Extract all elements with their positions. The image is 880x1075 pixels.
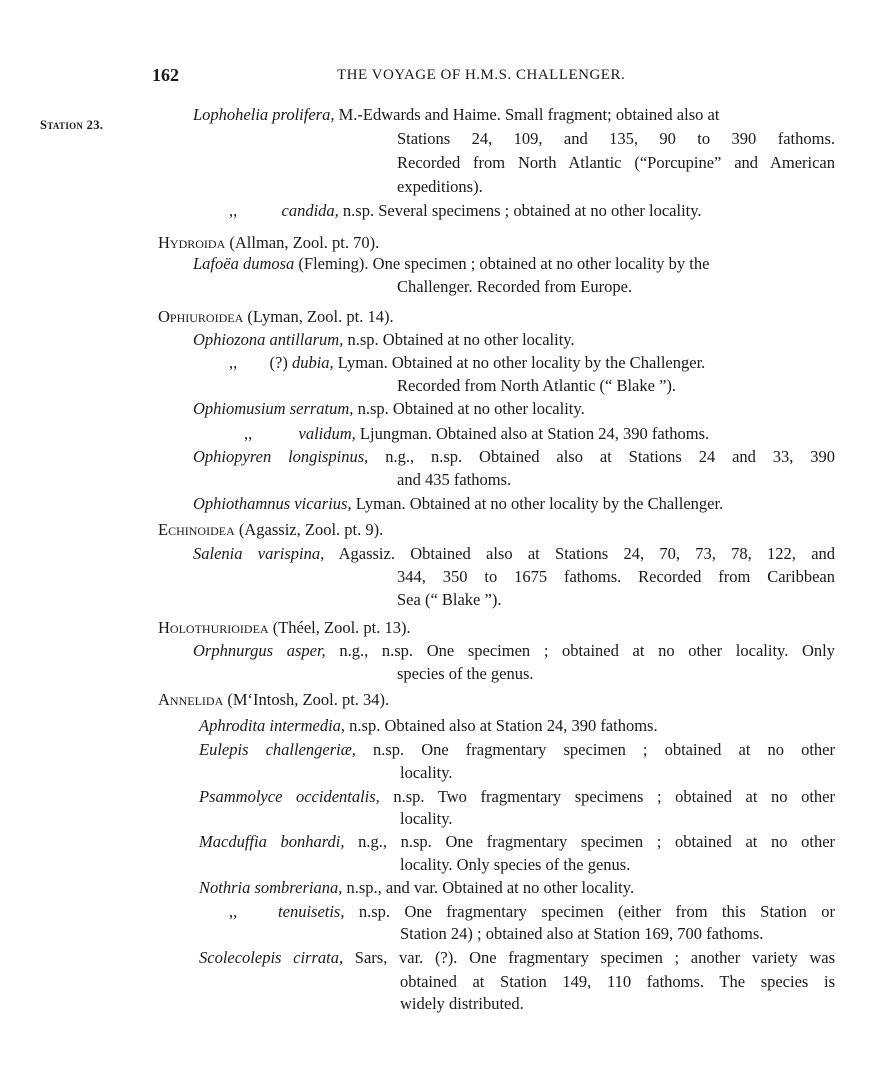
entry-salenia: [193, 546, 835, 563]
entry-validum: [244, 426, 709, 443]
species-name: Lafoëa dumosa: [193, 254, 295, 273]
page-number: 162: [152, 65, 179, 85]
group-heading: Hydroida: [158, 233, 226, 252]
entry-lophohelia: [193, 107, 719, 124]
note-line: 344, 350 to 1675 fathoms. Recorded from Caribbean: [397, 567, 835, 586]
group-heading: Annelida: [158, 690, 224, 709]
species-author: n.sp.: [357, 399, 389, 418]
group-ophiuroidea: [158, 309, 394, 326]
species-name: Lophohelia prolifera,: [193, 105, 335, 124]
group-heading: Ophiuroidea: [158, 307, 244, 326]
species-note: Obtained at no other locality by the Challenger.: [391, 353, 706, 372]
species-name: tenuisetis,: [278, 902, 345, 921]
species-note: One specimen ; obtained at no other locality by the: [372, 254, 710, 273]
entry-macduffia: [199, 834, 835, 851]
species-name: candida,: [281, 201, 339, 220]
species-name: Salenia varispina,: [193, 544, 325, 563]
species-note: Obtained at no other locality.: [382, 330, 575, 349]
species-name: Macduffia bonhardi,: [199, 832, 345, 851]
ditto-mark: ,,: [229, 201, 238, 220]
species-author: (Fleming).: [298, 254, 369, 273]
entry-aphrodita: [199, 718, 658, 735]
species-name: Aphrodita intermedia,: [199, 716, 346, 735]
running-head: THE VOYAGE OF H.M.S. CHALLENGER.: [337, 67, 626, 83]
species-author: n.sp.: [358, 902, 391, 921]
group-reference: (Lyman, Zool. pt. 14).: [247, 307, 394, 326]
species-name: Eulepis challengeriæ,: [199, 740, 356, 759]
species-author: Sars, var. (?).: [354, 948, 458, 967]
note-line: obtained at Station 149, 110 fathoms. The species is: [400, 972, 835, 991]
note-line: Station 24) ; obtained also at Station 169, 700 fathoms.: [400, 924, 764, 943]
entry-psammolyce: [199, 789, 835, 806]
species-note: One fragmentary specimen ; another variety was: [469, 948, 836, 967]
species-author: Lyman.: [355, 494, 406, 513]
group-reference: (Allman, Zool. pt. 70).: [229, 233, 380, 252]
species-name: Ophiopyren longispinus,: [193, 447, 369, 466]
entry-serratum: [193, 401, 585, 418]
species-author: n.g., n.sp.: [339, 641, 414, 660]
group-echinoidea: [158, 522, 383, 539]
group-heading: Echinoidea: [158, 520, 235, 539]
group-heading: Holothurioidea: [158, 618, 269, 637]
note-line: Sea (“ Blake ”).: [397, 590, 502, 609]
entry-scolecolepis: [199, 950, 835, 967]
note-line: locality.: [400, 763, 453, 782]
group-reference: (Théel, Zool. pt. 13).: [272, 618, 411, 637]
species-name: Psammolyce occidentalis,: [199, 787, 380, 806]
species-note: One fragmentary specimen ; obtained at no other: [421, 740, 835, 759]
entry-vicarius: [193, 496, 723, 513]
ditto-mark: ,,: [244, 424, 253, 443]
species-note: Obtained also at Station 24, 390 fathoms.: [436, 424, 710, 443]
species-author: n.sp.: [372, 740, 405, 759]
entry-eulepis: [199, 742, 835, 759]
species-author: Agassiz.: [338, 544, 395, 563]
group-hydroida: [158, 235, 379, 252]
species-author: Ljungman.: [359, 424, 432, 443]
note-line: widely distributed.: [400, 994, 524, 1013]
species-name: Orphnurgus asper,: [193, 641, 326, 660]
note-line: locality.: [400, 809, 453, 828]
note-line: and 435 fathoms.: [397, 470, 512, 489]
note-line: expeditions).: [397, 177, 483, 196]
species-author: n.sp.: [349, 716, 381, 735]
species-name: Ophiothamnus vicarius,: [193, 494, 352, 513]
entry-dubia: [229, 355, 705, 372]
entry-longispinus: [193, 449, 835, 466]
note-line: locality. Only species of the genus.: [400, 855, 631, 874]
species-note: Obtained at no other locality by the Challenger.: [409, 494, 724, 513]
group-reference: (M‘Intosh, Zool. pt. 34).: [227, 690, 390, 709]
note-line: Challenger. Recorded from Europe.: [397, 277, 633, 296]
species-author: n.sp.: [393, 787, 425, 806]
station-label: Station 23.: [40, 118, 104, 132]
species-name: Nothria sombreriana,: [199, 878, 343, 897]
note-line: species of the genus.: [397, 664, 534, 683]
species-author: M.-Edwards and Haime.: [338, 105, 501, 124]
note-line: Recorded from North Atlantic (“ Blake ”).: [397, 376, 677, 395]
group-reference: (Agassiz, Zool. pt. 9).: [238, 520, 384, 539]
entry-candida: [229, 203, 702, 220]
entry-antillarum: [193, 332, 575, 349]
species-note: Obtained at no other locality.: [442, 878, 635, 897]
species-query: (?): [269, 353, 288, 372]
species-note: Obtained also at Stations 24 and 33, 390: [479, 447, 836, 466]
species-author: n.sp.: [342, 201, 375, 220]
species-note: Small fragment; obtained also at: [504, 105, 720, 124]
species-note: One fragmentary specimen (either from this Station or: [404, 902, 836, 921]
species-note: One specimen ; obtained at no other locality. Only: [426, 641, 835, 660]
species-note: Obtained also at Station 24, 390 fathoms.: [384, 716, 658, 735]
entry-tenuisetis: [229, 904, 835, 921]
species-name: Ophiomusium serratum,: [193, 399, 354, 418]
entry-orphnurgus: [193, 643, 835, 660]
species-author: n.g., n.sp.: [385, 447, 463, 466]
species-author: n.g., n.sp.: [358, 832, 432, 851]
ditto-mark: ,,: [229, 902, 238, 921]
species-note: Obtained also at Stations 24, 70, 73, 78, 122, and: [410, 544, 836, 563]
species-note: One fragmentary specimen ; obtained at no other: [445, 832, 836, 851]
species-name: Ophiozona antillarum,: [193, 330, 344, 349]
species-note: Obtained at no other locality.: [392, 399, 585, 418]
species-author: n.sp., and var.: [346, 878, 439, 897]
species-name: dubia,: [291, 353, 334, 372]
species-name: validum,: [298, 424, 356, 443]
group-holothurioidea: [158, 620, 411, 637]
ditto-mark: ,,: [229, 353, 238, 372]
group-annelida: [158, 692, 389, 709]
species-author: n.sp.: [347, 330, 379, 349]
note-line: Stations 24, 109, and 135, 90 to 390 fathoms.: [397, 129, 835, 148]
species-note: Two fragmentary specimens ; obtained at no other: [437, 787, 836, 806]
entry-lafoea: [193, 256, 709, 273]
species-name: Scolecolepis cirrata,: [199, 948, 344, 967]
species-author: Lyman.: [337, 353, 388, 372]
entry-nothria: [199, 880, 634, 897]
note-line: Recorded from North Atlantic (“Porcupine” and American: [397, 153, 835, 172]
species-note: Several specimens ; obtained at no other locality.: [378, 201, 702, 220]
